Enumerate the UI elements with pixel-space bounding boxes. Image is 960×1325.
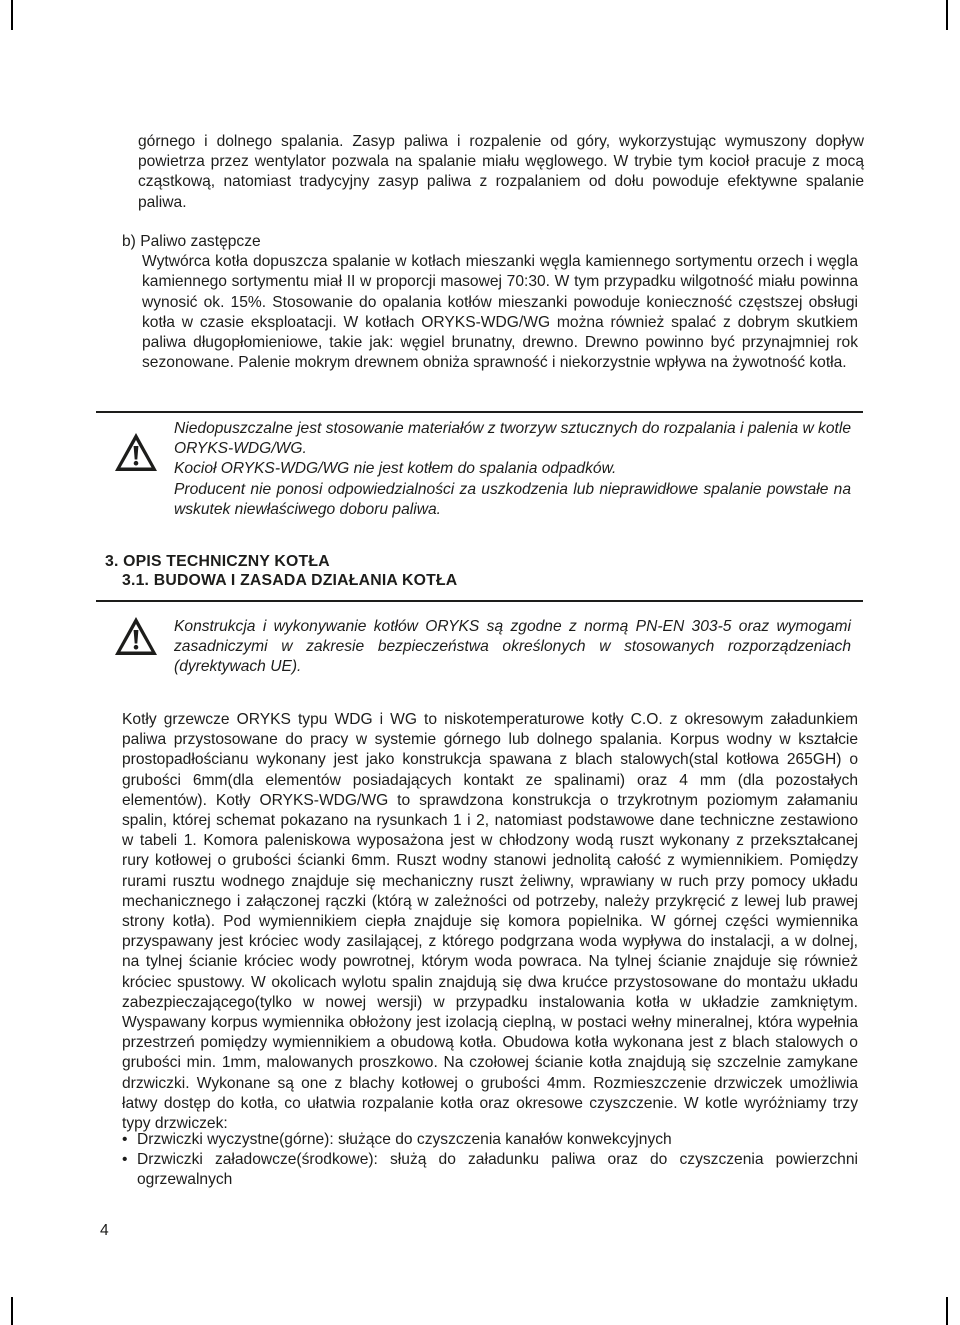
crop-mark-top-right bbox=[946, 0, 948, 30]
fuel-body: Wytwórca kotła dopuszcza spalanie w kotłach mieszanki węgla kamiennego sortymentu orzech i węgla kamiennego sortymentu miał II w proporcji masowej 70:30. W tym przypadku wilgotność miału powinna wynosić ok. 15%. Stosowanie do opalania kotłów mieszanki powoduje konieczność częstszej obsługi kotła w czasie eksploatacji. W kotłach ORYKS-WDG/WG można również spalać z dobrym skutkiem paliwa długopłomieniowe, takie jak: węgiel brunatny, drewno. Drewno powinno być przynajmniej rok sezonowane. Palenie mokrym drewnem obniża sprawność i niekorzystnie wpływa na żywotność kotła. bbox=[142, 253, 858, 372]
warning-line-1: Niedopuszczalne jest stosowanie materiałów z tworzyw sztucznych do rozpalania i palenia w kotle ORYKS-WDG/WG. bbox=[174, 420, 851, 458]
page-number: 4 bbox=[100, 1222, 109, 1239]
crop-mark-bottom-right bbox=[946, 1297, 948, 1325]
section-3-1-heading: 3.1. BUDOWA I ZASADA DZIAŁANIA KOTŁA bbox=[122, 572, 458, 589]
warning-rule bbox=[96, 600, 863, 602]
intro-paragraph: górnego i dolnego spalania. Zasyp paliwa i rozpalenie od góry, wykorzystując wymuszony dopływ powietrza przez wentylator pozwala na spalanie miału węglowego. W trybie tym kocioł pracuje z mocą cząstkową, natomiast tradycyjny zasyp paliwa z rozpalaniem od dołu powoduje efektywne spalanie paliwa. bbox=[138, 133, 864, 211]
list-item-text: Drzwiczki załadowcze(środkowe): służą do załadunku paliwa oraz do czyszczenia powierzchni ogrzewalnych bbox=[137, 1151, 858, 1189]
warning-rule bbox=[96, 411, 863, 413]
list-item bbox=[122, 1150, 858, 1190]
door-types-list bbox=[122, 1130, 858, 1191]
warning-line-2: Kocioł ORYKS-WDG/WG nie jest kotłem do spalania odpadków. bbox=[174, 460, 617, 478]
fuel-heading: b) Paliwo zastępcze bbox=[122, 233, 261, 250]
boiler-description: Kotły grzewcze ORYKS typu WDG i WG to niskotemperaturowe kotły C.O. z okresowym załadunkiem paliwa przystosowane do pracy w systemie górnego lub dolnego spalania. Korpus wodny w kształcie prostopadłościanu wykonany jest jako konstrukcja spawana z blach stalowych(stal kotłowa 265GH) o grubości 6mm(dla elementów posiadających kontakt ze spalinami) oraz 4 mm (dla pozostałych elementów). Kotły ORYKS-WDG/WG to sprawdzona konstrukcja o trzykrotnym poziomym załamaniu spalin, której schemat pokazano na rysunkach 1 i 2, natomiast podstawowe dane techniczne zestawiono w tabeli 1. Komora paleniskowa wyposażona jest w chłodzony wodą ruszt wykonany z przekształcanej rury kotłowej o grubości ścianki 6mm. Ruszt wodny stanowi jednolitą całość z wymiennikiem. Pomiędzy rurami rusztu wodnego znajduje się mechaniczny ruszt żeliwny, wprawiany w ruch przy pomocy układu mechanicznego i załączonej rączki (którą w zależności od potrzeby, należy przykręcić z lewej lub prawej strony kotła). Pod wymiennikiem ciepła znajduje się komora popielnika. W górnej części wymiennika przyspawany jest króciec wody zasilającej, z którego podgrzana woda wypływa do instalacji, a w dolnej, na tylnej ścianie króciec wody powrotnej, którym woda powraca. Na tylnej ścianie znajduje się również króciec spustowy. W okolicach wylotu spalin znajdują się dwa krućce przystosowane do montażu układu zabezpieczającego(tylko w nowej wersji) w przypadku instalowania kotła w układzie zamkniętym. Wyspawany korpus wymiennika obłożony jest izolacją cieplną, w postaci wełny mineralnej, która wypełnia przestrzeń pomiędzy wymiennikiem a obudową kotła. Obudowa kotła wykonana jest z blach stalowych o grubości min. 1mm, malowanych proszkowo. Na czołowej ścianie kotła znajdują się szczelnie zamykane drzwiczki. Wykonane są one z blachy kotłowej o grubości 4mm. Rozmieszczenie drzwiczek umożliwia łatwy dostęp do kotła, co ułatwia rozpalanie kotła oraz okresowe czyszczenie. W kotle wyróżniamy trzy typy drzwiczek: bbox=[122, 711, 858, 1133]
warning-box-standard bbox=[96, 600, 863, 700]
warning-box-fuel bbox=[96, 411, 863, 535]
crop-mark-bottom-left bbox=[11, 1297, 13, 1325]
bullet-glyph: • bbox=[122, 1151, 128, 1169]
warning-text-standard: Konstrukcja i wykonywanie kotłów ORYKS są zgodne z normą PN-EN 303-5 oraz wymogami zasadniczymi w zakresie bezpieczeństwa określonych w stosowanych rozporządzeniach (dyrektywach UE). bbox=[174, 618, 851, 676]
section-3-heading: 3. OPIS TECHNICZNY KOTŁA bbox=[105, 553, 330, 570]
warning-triangle-icon bbox=[113, 431, 159, 473]
list-item-text: Drzwiczki wyczystne(górne): służące do czyszczenia kanałów konwekcyjnych bbox=[137, 1131, 672, 1148]
fuel-section bbox=[122, 232, 858, 373]
warning-line-3: Producent nie ponosi odpowiedzialności za uszkodzenia lub nieprawidłowe spalanie powstałe na wskutek niewłaściwego doboru paliwa. bbox=[174, 480, 851, 518]
crop-mark-top-left bbox=[11, 0, 13, 30]
list-item bbox=[122, 1130, 858, 1150]
bullet-glyph: • bbox=[122, 1131, 128, 1148]
warning-text-fuel bbox=[174, 419, 851, 520]
warning-triangle-icon bbox=[113, 615, 159, 657]
